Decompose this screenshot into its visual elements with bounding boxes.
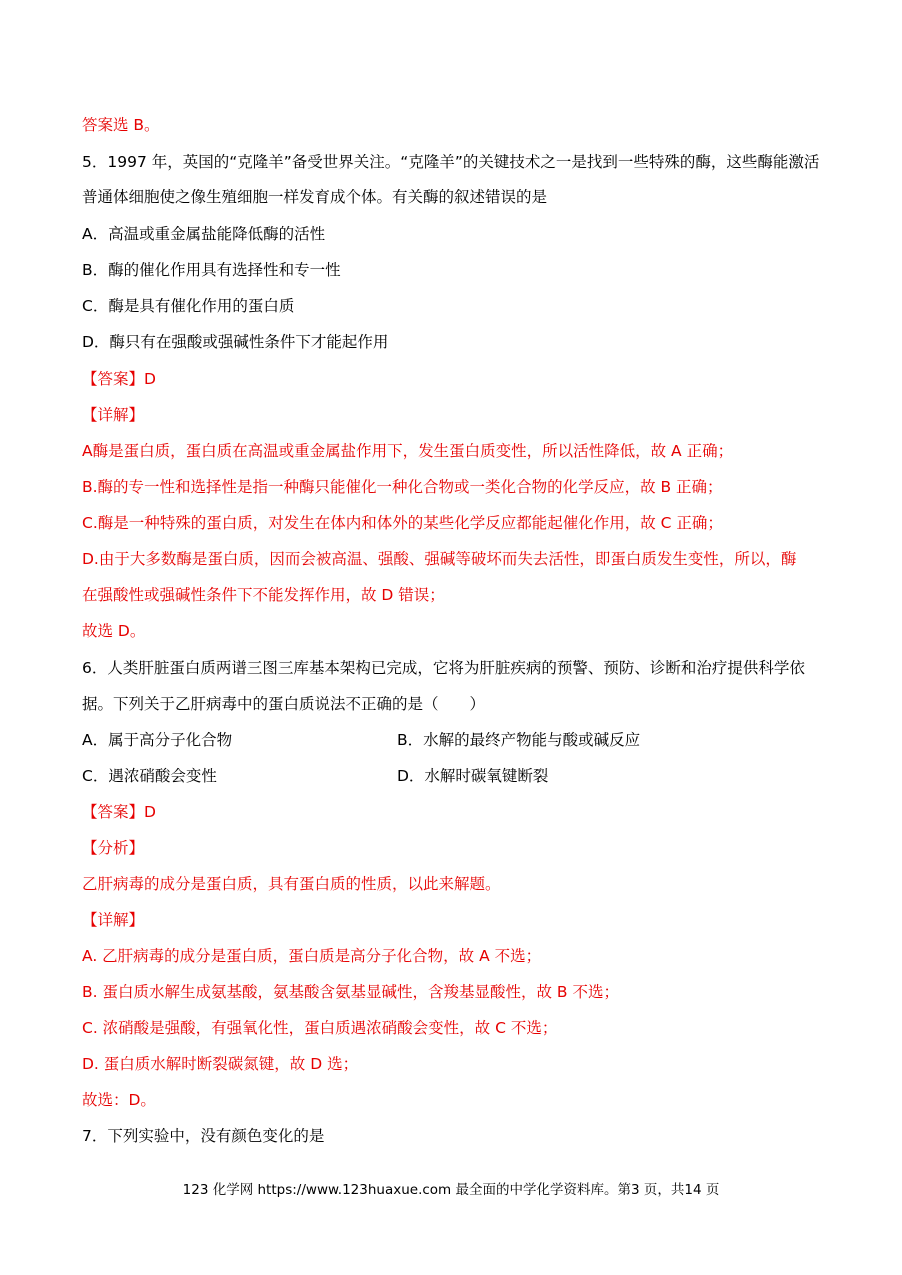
text-line: 【详解】	[82, 911, 145, 929]
option-item: D．水解时碳氧键断裂	[397, 767, 549, 785]
text-line: 【详解】	[82, 406, 145, 424]
text-line: D.由于大多数酶是蛋白质，因而会被高温、强酸、强碱等破坏而失去活性，即蛋白质发生变性，所以，酶	[82, 550, 797, 568]
text-line: A．属于高分子化合物	[82, 731, 233, 749]
text-line: 故选 D。	[82, 622, 146, 640]
text-line: 答案选 B。	[82, 116, 160, 134]
text-line: A．高温或重金属盐能降低酶的活性	[82, 225, 326, 243]
text-line: 7．下列实验中，没有颜色变化的是	[82, 1127, 325, 1145]
text-line: B．酶的催化作用具有选择性和专一性	[82, 261, 341, 279]
text-line: 据。下列关于乙肝病毒中的蛋白质说法不正确的是（ ）	[82, 695, 486, 713]
text-line: 5．1997 年，英国的“克隆羊”备受世界关注。“克隆羊”的关键技术之一是找到一些特殊的酶，这些酶能激活	[82, 153, 820, 171]
text-line: D．酶只有在强酸或强碱性条件下才能起作用	[82, 333, 389, 351]
text-line: 6．人类肝脏蛋白质两谱三图三库基本架构已完成，它将为肝脏疾病的预警、预防、诊断和治疗提供科学依	[82, 659, 805, 677]
text-line: 【答案】D	[82, 803, 156, 821]
option-item: B．水解的最终产物能与酸或碱反应	[397, 731, 641, 749]
text-line: 【答案】D	[82, 370, 156, 388]
page-footer: 123 化学网 https://www.123huaxue.com 最全面的中学化学资料库。第3 页，共14 页	[182, 1182, 720, 1198]
text-line: A. 乙肝病毒的成分是蛋白质，蛋白质是高分子化合物，故 A 不选；	[82, 947, 542, 965]
text-line: C．酶是具有催化作用的蛋白质	[82, 297, 295, 315]
text-line: C. 浓硝酸是强酸，有强氧化性，蛋白质遇浓硝酸会变性，故 C 不选；	[82, 1019, 558, 1037]
text-line: C．遇浓硝酸会变性	[82, 767, 217, 785]
text-line: 普通体细胞使之像生殖细胞一样发育成个体。有关酶的叙述错误的是	[82, 188, 548, 206]
text-line: B.酶的专一性和选择性是指一种酶只能催化一种化合物或一类化合物的化学反应，故 B 正确；	[82, 478, 723, 496]
text-line: C.酶是一种特殊的蛋白质，对发生在体内和体外的某些化学反应都能起催化作用，故 C 正确；	[82, 514, 723, 532]
text-line: 故选：D。	[82, 1091, 156, 1109]
text-line: B. 蛋白质水解生成氨基酸，氨基酸含氨基显碱性，含羧基显酸性，故 B 不选；	[82, 983, 619, 1001]
text-line: D. 蛋白质水解时断裂碳氮键，故 D 选；	[82, 1055, 359, 1073]
text-line: A酶是蛋白质，蛋白质在高温或重金属盐作用下，发生蛋白质变性，所以活性降低，故 A 正确；	[82, 442, 734, 460]
text-line: 在强酸性或强碱性条件下不能发挥作用，故 D 错误；	[82, 586, 445, 604]
text-line: 【分析】	[82, 839, 145, 857]
text-line: 乙肝病毒的成分是蛋白质，具有蛋白质的性质，以此来解题。	[82, 875, 501, 893]
